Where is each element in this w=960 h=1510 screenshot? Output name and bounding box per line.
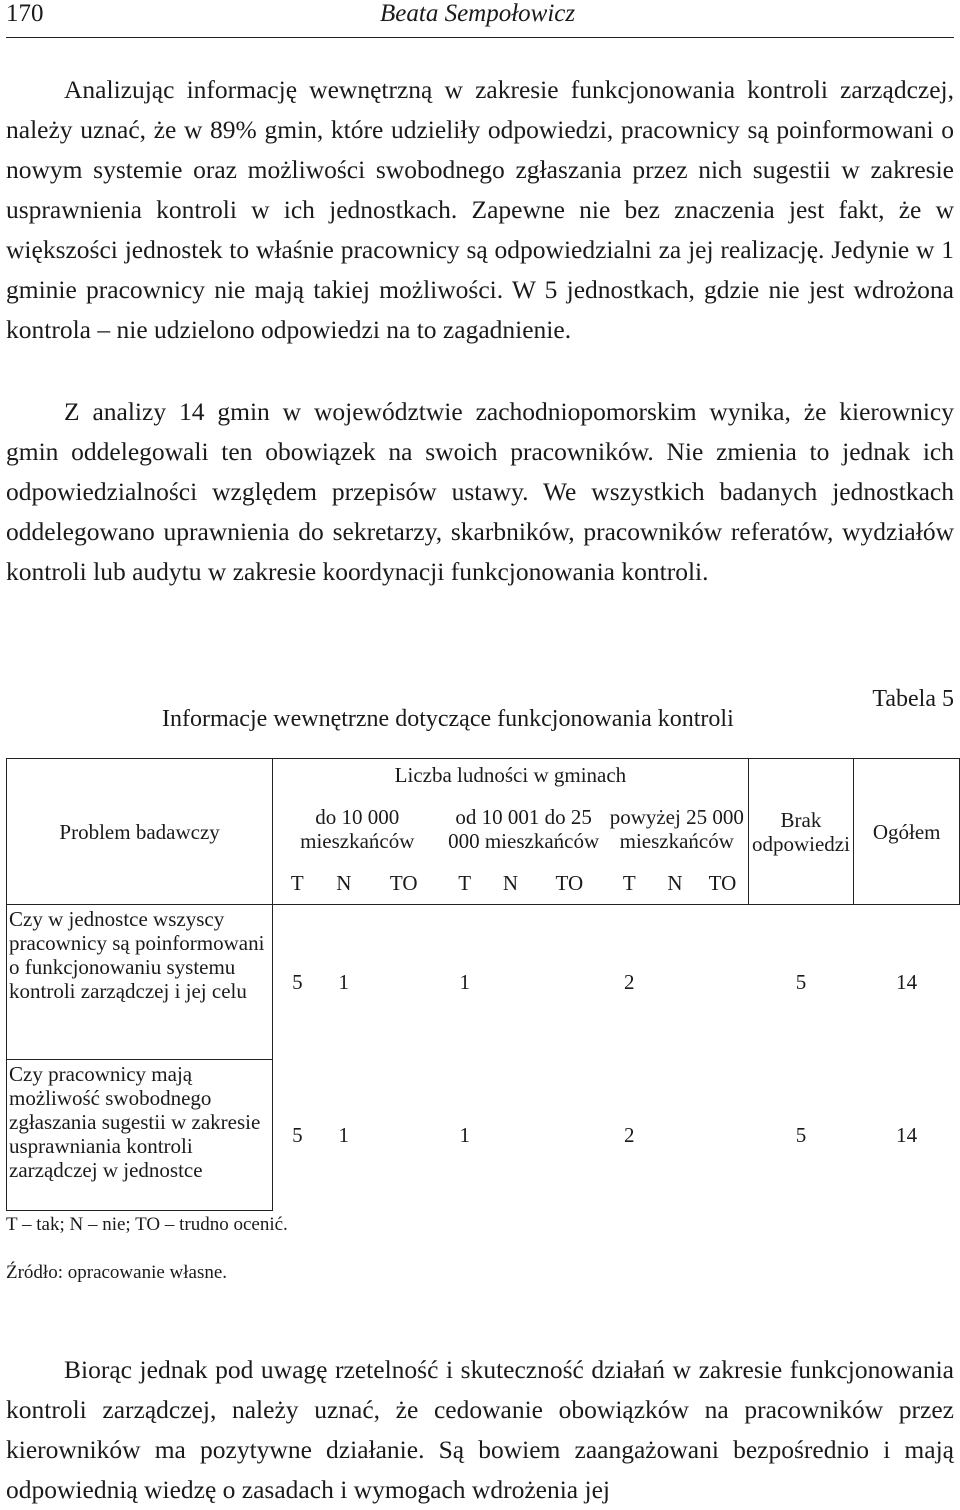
value-cell	[488, 905, 533, 1060]
value-cell	[533, 905, 606, 1060]
footnote-legend: T – tak; N – nie; TO – trudno ocenić.	[6, 1214, 288, 1235]
tno-cell: N	[321, 869, 366, 905]
value-cell: 5	[292, 1123, 303, 1147]
value-cell	[653, 1060, 698, 1211]
value-cell: 14	[896, 970, 918, 995]
table-header-row	[7, 759, 960, 790]
value-cell: 1	[459, 1123, 470, 1147]
page-header	[6, 0, 954, 36]
value-cell	[533, 1060, 606, 1211]
paragraph-3: Biorąc jednak pod uwagę rzetelność i skuteczność działań w zakresie funkcjonowania kontroli zarządczej, należy uznać, że cedowanie obowiązków na pracowników przez kierowników ma pozytywne działanie. Są bowiem zaangażowani bezpośrednio i mają odpowiednią wiedzę o zasadach i wymogach wdrożenia jej	[6, 1355, 954, 1504]
paragraph-2: Z analizy 14 gmin w województwie zachodniopomorskim wynika, że kierownicy gmin oddelegowali ten obowiązek na swoich pracowników. Nie zmienia to jednak ich odpowiedzialności względem przepisów ustawy. We wszystkich badanych jednostkach oddelegowano uprawnienia do sekretarzy, skarbników, pracowników referatów, wydziałów kontroli lub audytu w zakresie koordynacji funkcjonowania kontroli.	[6, 397, 954, 586]
value-cell: 1	[338, 970, 350, 995]
value-cell	[488, 1060, 533, 1211]
value-cell: 5	[795, 1123, 807, 1147]
data-table	[6, 758, 960, 1211]
tno-cell: T	[606, 869, 653, 905]
value-cell: 2	[624, 970, 635, 995]
head-sub-3: powyżej 25 000 mieszkańców	[606, 789, 748, 869]
tno-cell: TO	[366, 869, 441, 905]
head-group: Liczba ludności w gminach	[273, 759, 748, 790]
value-cell: 1	[459, 970, 470, 995]
head-problem: Problem badawczy	[7, 759, 273, 905]
table-label: Tabela 5	[872, 686, 954, 712]
value-cell: 2	[624, 1123, 635, 1147]
tno-cell: T	[441, 869, 488, 905]
tno-cell: T	[273, 869, 322, 905]
head-sub-2: od 10 001 do 25 000 mieszkańców	[448, 805, 600, 853]
value-cell	[697, 1060, 748, 1211]
value-cell: 5	[795, 970, 807, 995]
footnote-source: Źródło: opracowanie własne.	[6, 1262, 228, 1283]
value-cell	[653, 905, 698, 1060]
head-sub-1: do 10 000 mieszkańców	[300, 805, 415, 853]
value-cell: 5	[292, 970, 303, 995]
value-cell	[366, 905, 441, 1060]
page-number: 170	[6, 0, 44, 27]
header-rule	[6, 37, 954, 38]
value-cell	[697, 905, 748, 1060]
head-total: Ogółem	[854, 759, 960, 905]
value-cell: 14	[896, 1123, 918, 1147]
head-brak: Brak odpowiedzi	[748, 759, 854, 905]
table-row	[7, 905, 960, 1060]
value-cell	[366, 1060, 441, 1211]
value-cell: 1	[338, 1123, 350, 1147]
tno-cell: N	[653, 869, 698, 905]
table-row	[7, 1060, 960, 1211]
running-head: Beata Sempołowicz	[380, 0, 576, 27]
tno-cell: N	[488, 869, 533, 905]
tno-cell: TO	[533, 869, 606, 905]
paragraph-1: Analizując informację wewnętrzną w zakresie funkcjonowania kontroli zarządczej, należy uznać, że w 89% gmin, które udzieliły odpowiedzi, pracownicy są poinformowani o nowym systemie oraz możliwości swobodnego zgłaszania przez nich sugestii w zakresie usprawnienia kontroli w ich jednostkach. Zapewne nie bez znaczenia jest fakt, że w większości jednostek to właśnie pracownicy są odpowiedzialni za jej realizację. Jedynie w 1 gminie pracownicy nie mają takiej możliwości. W 5 jednostkach, gdzie nie jest wdrożona kontrola – nie udzielono odpowiedzi na to zagadnienie.	[6, 75, 954, 344]
table-title: Informacje wewnętrzne dotyczące funkcjonowania kontroli	[162, 706, 734, 732]
tno-cell: TO	[697, 869, 748, 905]
row-question: Czy w jednostce wszyscy pracownicy są poinformowani o funkcjonowaniu systemu kontroli zarządczej i jej celu	[7, 905, 273, 1060]
row-question: Czy pracownicy mają możliwość swobodnego zgłaszania sugestii w zakresie usprawniania kontroli zarządczej w jednostce	[7, 1060, 273, 1211]
